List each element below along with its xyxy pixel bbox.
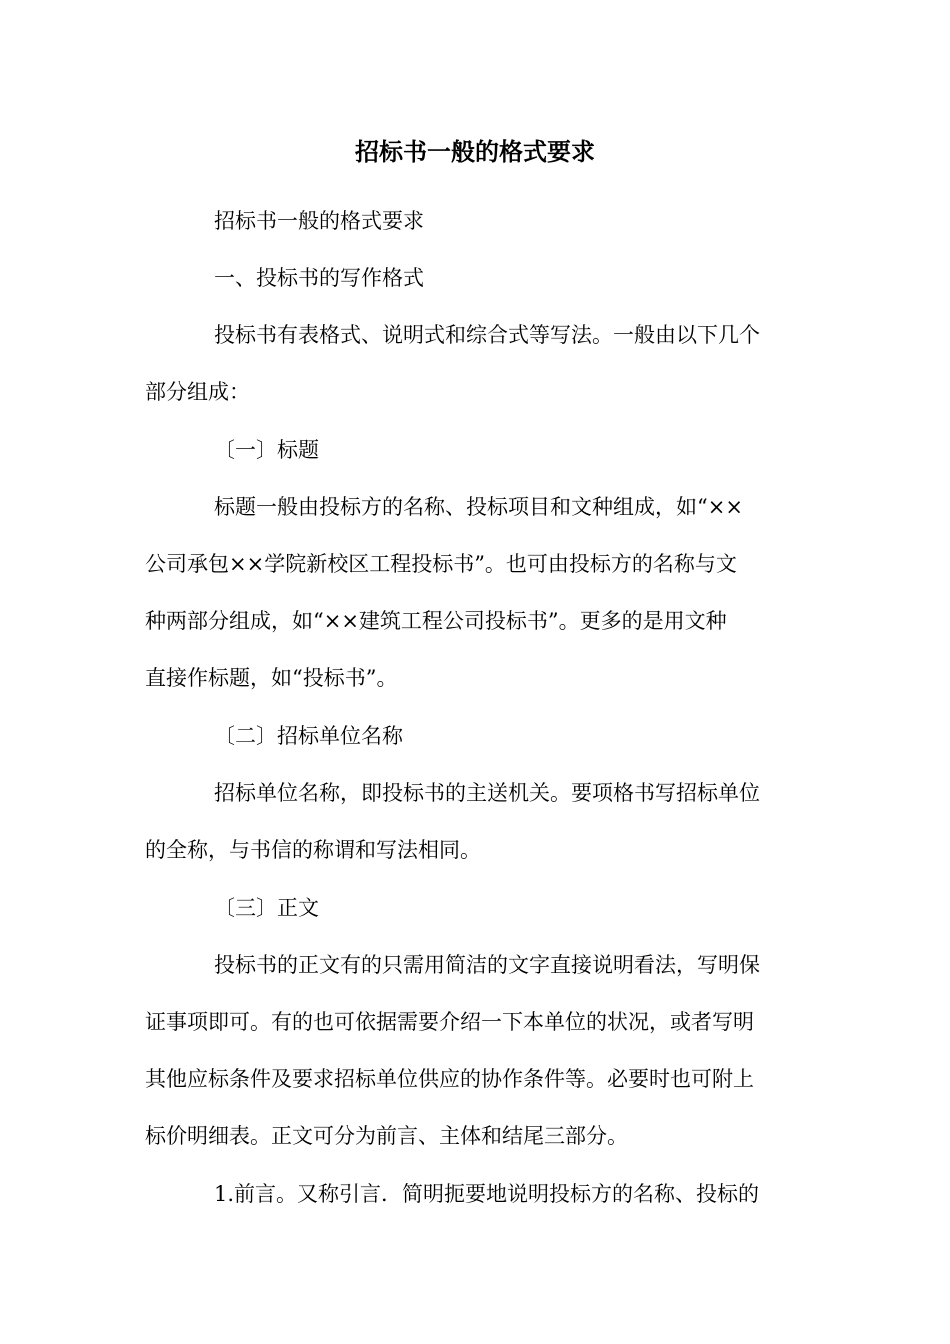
document-title: 招标书一般的格式要求 [355,137,595,166]
paragraph-line: 标价明细表。正文可分为前言、主体和结尾三部分。 [145,1124,628,1148]
paragraph-line: 公司承包××学院新校区工程投标书”。也可由投标方的名称与文 [145,552,737,576]
paragraph-line: 的全称，与书信的称谓和写法相同。 [145,838,481,862]
paragraph-line: 部分组成： [145,380,250,404]
section-heading: 一、投标书的写作格式 [214,266,424,290]
subsection-heading: 〔三〕正文 [214,896,319,920]
subsection-heading: 〔二〕招标单位名称 [214,724,403,748]
paragraph-line: 其他应标条件及要求招标单位供应的协作条件等。必要时也可附上 [145,1067,754,1091]
paragraph-line: 投标书有表格式、说明式和综合式等写法。一般由以下几个 [214,323,760,347]
paragraph-line: 1.前言。又称引言．简明扼要地说明投标方的名称、投标的 [214,1182,760,1206]
paragraph-line: 直接作标题，如“投标书”。 [145,666,398,690]
subsection-heading: 〔一〕标题 [214,438,319,462]
paragraph-line: 投标书的正文有的只需用简洁的文字直接说明看法，写明保 [214,953,760,977]
paragraph-line: 证事项即可。有的也可依据需要介绍一下本单位的状况，或者写明 [145,1010,754,1034]
paragraph-line: 标题一般由投标方的名称、投标项目和文种组成，如“×× [214,495,743,519]
paragraph-line: 招标书一般的格式要求 [214,209,424,233]
paragraph-line: 种两部分组成，如“××建筑工程公司投标书”。更多的是用文种 [145,609,727,633]
paragraph-line: 招标单位名称，即投标书的主送机关。要项格书写招标单位 [214,781,760,805]
